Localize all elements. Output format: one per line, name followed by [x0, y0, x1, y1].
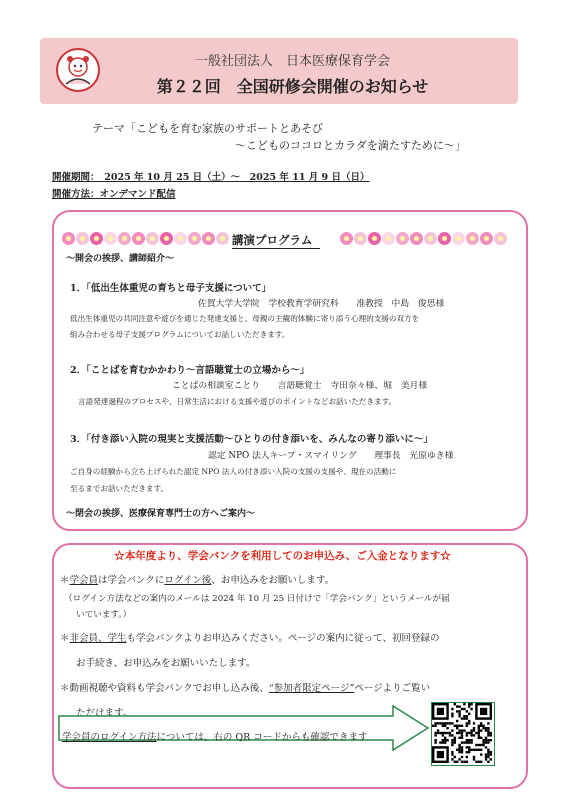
lecture-1-speaker: 佐賀大学大学院 学校教育学研究科 准教授 中島 俊思様	[198, 299, 445, 309]
lecture-3-desc-1: ご自身の経験から立ち上げられた認定 NPO 法人の付き添い入院の支援の支援や、現在の活動に	[70, 467, 397, 476]
lecture-2-title: 2．「ことばを育むかかわり～言語聴覚士の立場から～」	[70, 365, 310, 376]
flower-icon	[494, 232, 507, 245]
notice-login-mail-line-2: いています。）	[76, 610, 132, 620]
program-title-underline	[232, 248, 320, 249]
flower-icon	[340, 232, 353, 245]
flower-icon	[382, 232, 395, 245]
program-title: 講演プログラム	[232, 233, 313, 247]
flower-icon	[118, 232, 131, 245]
lecture-1-desc-1: 低出生体重児の共同注意や遊びを通じた発達支援と、母親の主観的体験に寄り添う心理的支援の双方を	[70, 314, 420, 323]
notice-video-line-2: ただけます。	[76, 708, 133, 719]
arrow-to-qr-icon	[58, 704, 430, 752]
lecture-2-speaker: ことばの相談室ことり 言語聴覚士 寺田奈々様、堀 美月様	[172, 381, 428, 391]
flower-icon	[424, 232, 437, 245]
lecture-1-title: 1．「低出生体重児の育ちと母子支援について」	[70, 283, 272, 294]
flower-icon	[62, 232, 75, 245]
flower-icon	[466, 232, 479, 245]
event-method: 開催方法：オンデマンド配信	[52, 189, 176, 200]
flower-icon	[452, 232, 465, 245]
theme-line-1: テーマ「こどもを育む家族のサポートとあそび	[92, 122, 323, 135]
lecture-1-desc-2: 組み合わせる母子支援プログラムについてお話しいただきます。	[70, 330, 290, 339]
notice-nonmember-line: ＊非会員、学生も学会バンクよりお申込みください。ページの案内に従って、初回登録の	[60, 633, 440, 644]
notice-heading: ☆本年度より、学会バンクを利用してのお申込み、ご入金となります☆	[114, 550, 451, 562]
notice-nonmember-line-2: お手続き、お申込みをお願いいたします。	[76, 658, 256, 669]
lecture-3-speaker: 認定 NPO 法人キープ・スマイリング 理事長 光原ゆき様	[208, 451, 454, 461]
flower-icon	[104, 232, 117, 245]
notice-login-qr-line: 学会員のログイン方法については、右の QR コードからも確認できます	[62, 732, 368, 743]
notice-login-mail-line-1: （ログイン方法などの案内のメールは 2024 年 10 月 25 日付けで「学会バンク」というメールが届	[64, 594, 450, 604]
event-period: 開催期間： 2025 年 10 月 25 日（土）～ 2025 年 11 月 9 日（日）	[52, 172, 370, 183]
notice-member-line: ＊学会員は学会バンクにログイン後、お申込みをお願いします。	[60, 575, 335, 586]
flower-icon	[410, 232, 423, 245]
organization-name: 一般社団法人 日本医療保育学会	[194, 54, 390, 69]
page-title: 第２２回 全国研修会開催のお知らせ	[156, 77, 429, 96]
flower-border-left	[62, 232, 229, 246]
flower-border-right	[340, 232, 507, 246]
qr-code[interactable]	[431, 702, 495, 766]
flower-icon	[480, 232, 493, 245]
flower-icon	[90, 232, 103, 245]
flower-icon	[396, 232, 409, 245]
flower-icon	[216, 232, 229, 245]
qr-code-icon	[432, 703, 492, 763]
lecture-2-desc-1: 言語発達過程のプロセスや、日常生活における支援や遊びのポイントなどお話いただきます。	[78, 397, 397, 406]
notice-video-line: ＊動画視聴や資料も学会バンクでお申し込み後、“参加者限定ページ”ページよりご覧い	[60, 683, 431, 694]
theme-line-2: ～こどものココロとカラダを満たすために～」	[235, 139, 466, 152]
flower-icon	[132, 232, 145, 245]
flower-icon	[160, 232, 173, 245]
lecture-3-desc-2: 至るまでお話いただきます。	[70, 484, 169, 493]
program-closing: ～閉会の挨拶、医療保育専門士の方へご案内～	[66, 509, 256, 519]
flower-icon	[188, 232, 201, 245]
flower-icon	[438, 232, 451, 245]
lecture-3-title: 3．「付き添い入院の現実と支援活動～ひとりの付き添いを、みんなの寄り添いに～」	[70, 434, 433, 445]
program-opening: ～開会の挨拶、講師紹介～	[66, 254, 175, 264]
flower-icon	[202, 232, 215, 245]
flower-icon	[368, 232, 381, 245]
flower-icon	[174, 232, 187, 245]
flower-icon	[146, 232, 159, 245]
flower-icon	[76, 232, 89, 245]
flower-icon	[354, 232, 367, 245]
